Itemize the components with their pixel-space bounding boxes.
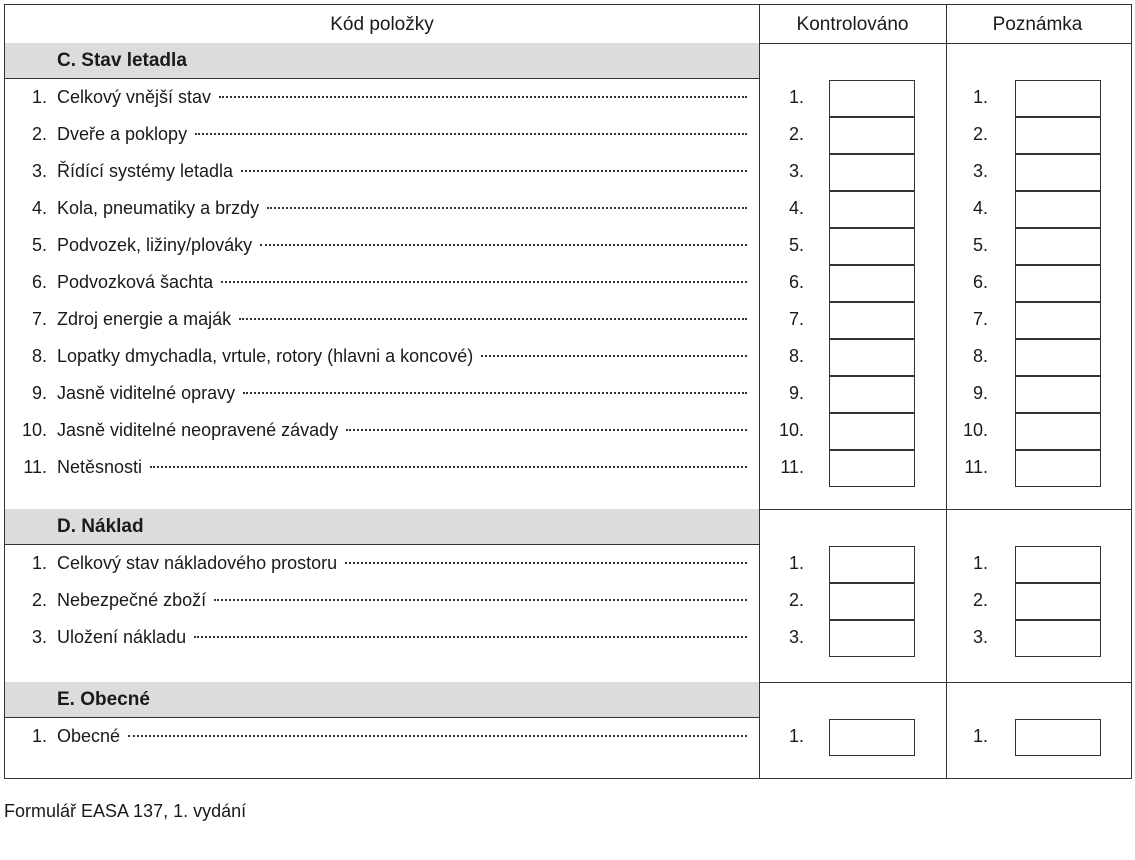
item-label — [57, 307, 747, 331]
checked-box[interactable] — [829, 719, 915, 756]
column-header-remark: Poznámka — [992, 14, 1083, 35]
item-text: Uložení nákladu — [57, 627, 187, 647]
remark-box[interactable] — [1015, 117, 1101, 154]
item-label — [57, 588, 747, 612]
item-number: 11. — [23, 457, 47, 477]
dot-leader — [221, 281, 747, 283]
remark-number: 1. — [972, 87, 988, 107]
checked-number: 2. — [788, 124, 804, 144]
item-label — [57, 270, 747, 294]
item-text: Kola, pneumatiky a brzdy — [57, 198, 260, 218]
checked-box[interactable] — [829, 376, 915, 413]
checked-number: 1. — [788, 87, 804, 107]
remark-box[interactable] — [1015, 302, 1101, 339]
checklist-row — [5, 302, 1129, 339]
item-number: 9. — [31, 383, 47, 403]
dot-leader — [150, 466, 747, 468]
remark-number: 7. — [972, 309, 988, 329]
dot-leader — [345, 562, 747, 564]
item-number: 10. — [21, 420, 47, 440]
remark-box[interactable] — [1015, 719, 1101, 756]
section-header — [5, 43, 759, 79]
remark-box[interactable] — [1015, 339, 1101, 376]
checklist-row — [5, 450, 1129, 487]
checked-box[interactable] — [829, 117, 915, 154]
checked-box[interactable] — [829, 154, 915, 191]
item-text: Celkový vnější stav — [57, 87, 212, 107]
dot-leader — [219, 96, 747, 98]
checklist-row — [5, 620, 1129, 657]
item-text: Podvozková šachta — [57, 272, 214, 292]
checklist-row — [5, 719, 1129, 756]
column-header-item-code: Kód položky — [330, 14, 434, 35]
item-text: Lopatky dmychadla, vrtule, rotory (hlavni a koncové) — [57, 346, 474, 366]
item-number: 3. — [31, 161, 47, 181]
inspection-form-table — [4, 4, 1132, 779]
checklist-row — [5, 546, 1129, 583]
item-label — [57, 418, 747, 442]
section-header — [5, 509, 759, 545]
remark-number: 10. — [962, 420, 988, 440]
item-text: Řídící systémy letadla — [57, 161, 234, 181]
remark-box[interactable] — [1015, 376, 1101, 413]
dot-leader — [214, 599, 747, 601]
remark-box[interactable] — [1015, 450, 1101, 487]
checklist-row — [5, 339, 1129, 376]
item-number: 6. — [31, 272, 47, 292]
item-text: Zdroj energie a maják — [57, 309, 232, 329]
item-text: Dveře a poklopy — [57, 124, 188, 144]
checked-box[interactable] — [829, 583, 915, 620]
checklist-row — [5, 117, 1129, 154]
dot-leader — [194, 636, 747, 638]
item-number: 2. — [31, 590, 47, 610]
checked-box[interactable] — [829, 80, 915, 117]
checklist-row — [5, 154, 1129, 191]
remark-number: 11. — [964, 457, 988, 477]
item-label — [57, 122, 747, 146]
dot-leader — [239, 318, 747, 320]
remark-box[interactable] — [1015, 228, 1101, 265]
item-number: 3. — [31, 627, 47, 647]
remark-box[interactable] — [1015, 191, 1101, 228]
section-title: E. Obecné — [57, 689, 150, 710]
checked-number: 7. — [788, 309, 804, 329]
remark-box[interactable] — [1015, 154, 1101, 191]
item-number: 5. — [31, 235, 47, 255]
checklist-row — [5, 228, 1129, 265]
item-label — [57, 196, 747, 220]
remark-box[interactable] — [1015, 265, 1101, 302]
column-header-checked: Kontrolováno — [796, 14, 909, 35]
item-number: 1. — [31, 553, 47, 573]
dot-leader — [481, 355, 747, 357]
dot-leader — [195, 133, 747, 135]
item-text: Celkový stav nákladového prostoru — [57, 553, 338, 573]
item-number: 7. — [31, 309, 47, 329]
item-label — [57, 381, 747, 405]
dot-leader — [241, 170, 747, 172]
checklist-row — [5, 376, 1129, 413]
item-number: 1. — [31, 726, 47, 746]
remark-box[interactable] — [1015, 620, 1101, 657]
item-text: Netěsnosti — [57, 457, 143, 477]
remark-number: 9. — [972, 383, 988, 403]
form-footer: Formulář EASA 137, 1. vydání — [4, 801, 247, 821]
dot-leader — [260, 244, 747, 246]
dot-leader — [128, 735, 747, 737]
checklist-row — [5, 413, 1129, 450]
item-label — [57, 625, 747, 649]
remark-number: 6. — [972, 272, 988, 292]
remark-number: 3. — [972, 627, 988, 647]
checked-number: 10. — [778, 420, 804, 440]
checklist-row — [5, 583, 1129, 620]
remark-number: 3. — [972, 161, 988, 181]
checklist-row — [5, 265, 1129, 302]
remark-number: 5. — [972, 235, 988, 255]
checked-number: 8. — [788, 346, 804, 366]
checked-number: 9. — [788, 383, 804, 403]
item-number: 4. — [31, 198, 47, 218]
checklist-row — [5, 191, 1129, 228]
item-label — [57, 724, 747, 748]
checked-number: 11. — [780, 457, 804, 477]
remark-box[interactable] — [1015, 413, 1101, 450]
remark-number: 2. — [972, 124, 988, 144]
checked-number: 1. — [788, 726, 804, 746]
item-label — [57, 233, 747, 257]
remark-box[interactable] — [1015, 80, 1101, 117]
checked-number: 4. — [788, 198, 804, 218]
checked-box[interactable] — [829, 265, 915, 302]
checked-box[interactable] — [829, 620, 915, 657]
item-text: Obecné — [57, 726, 121, 746]
remark-box[interactable] — [1015, 546, 1101, 583]
remark-number: 8. — [972, 346, 988, 366]
item-text: Jasně viditelné opravy — [57, 383, 236, 403]
item-label — [57, 551, 747, 575]
checked-number: 5. — [788, 235, 804, 255]
item-label — [57, 344, 747, 368]
checked-box[interactable] — [829, 228, 915, 265]
item-text: Jasně viditelné neopravené závady — [57, 420, 339, 440]
item-number: 1. — [31, 87, 47, 107]
checked-number: 3. — [788, 627, 804, 647]
item-label — [57, 455, 747, 479]
checked-box[interactable] — [829, 413, 915, 450]
section-title: D. Náklad — [57, 516, 144, 537]
item-text: Podvozek, ližiny/plováky — [57, 235, 253, 255]
item-number: 8. — [31, 346, 47, 366]
section-title: C. Stav letadla — [57, 50, 187, 71]
checked-box[interactable] — [829, 302, 915, 339]
item-text: Nebezpečné zboží — [57, 590, 207, 610]
checked-number: 3. — [788, 161, 804, 181]
checked-number: 6. — [788, 272, 804, 292]
checked-box[interactable] — [829, 546, 915, 583]
remark-number: 4. — [972, 198, 988, 218]
dot-leader — [267, 207, 747, 209]
checked-box[interactable] — [829, 191, 915, 228]
remark-box[interactable] — [1015, 583, 1101, 620]
dot-leader — [243, 392, 747, 394]
remark-number: 1. — [972, 726, 988, 746]
checked-number: 2. — [788, 590, 804, 610]
section-header — [5, 682, 759, 718]
item-number: 2. — [31, 124, 47, 144]
checked-box[interactable] — [829, 450, 915, 487]
checked-box[interactable] — [829, 339, 915, 376]
remark-number: 2. — [972, 590, 988, 610]
checklist-row — [5, 80, 1129, 117]
item-label — [57, 159, 747, 183]
checked-number: 1. — [788, 553, 804, 573]
remark-number: 1. — [972, 553, 988, 573]
dot-leader — [346, 429, 747, 431]
item-label — [57, 85, 747, 109]
